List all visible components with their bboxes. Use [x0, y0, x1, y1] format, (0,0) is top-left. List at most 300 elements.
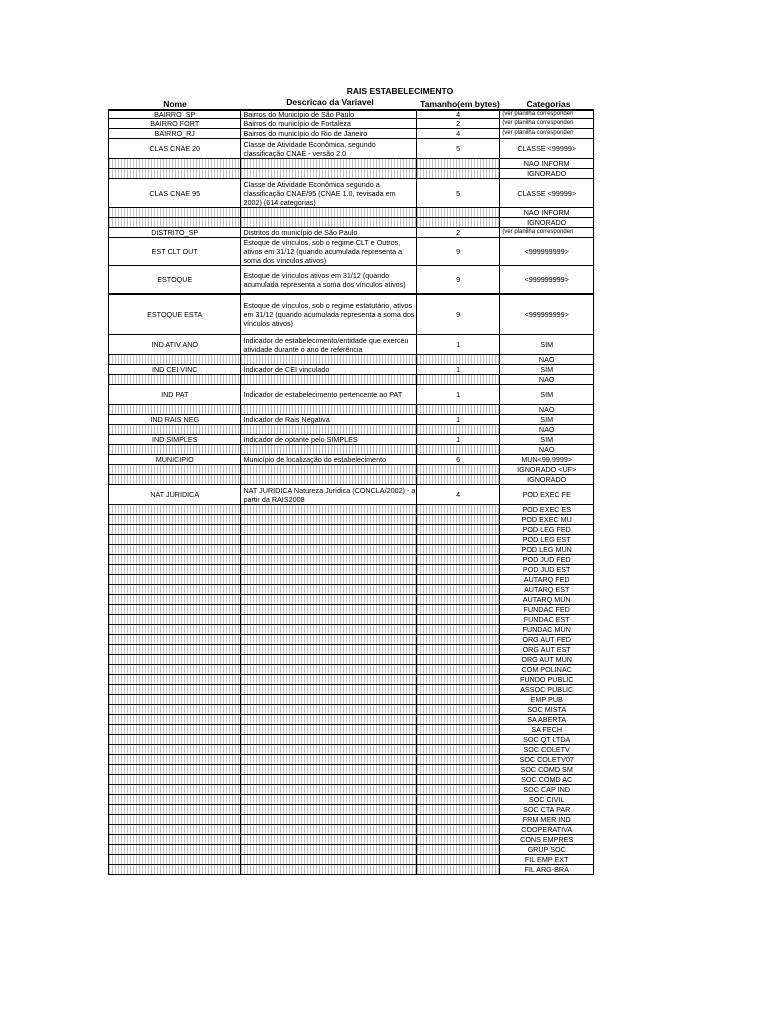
- cell-descricao: [241, 575, 416, 584]
- cell-tamanho: [417, 715, 501, 724]
- cell-tamanho: [417, 355, 501, 364]
- cell-tamanho: 4: [417, 111, 501, 118]
- cell-tamanho: 1: [417, 385, 501, 404]
- table-row: [108, 425, 594, 435]
- table-row: [108, 485, 594, 505]
- cell-nome: [109, 525, 241, 534]
- header-categorias: Categorias: [526, 99, 571, 109]
- table-row: [108, 238, 594, 266]
- cell-tamanho: 4: [417, 129, 501, 138]
- cell-nome: [109, 218, 241, 227]
- cell-nome: [109, 475, 241, 484]
- cell-categoria: FUNDAC MUN: [522, 625, 571, 634]
- cell-nome: [109, 715, 241, 724]
- cell-nome: [109, 865, 241, 874]
- cell-tamanho: 1: [417, 415, 501, 424]
- table-row: [108, 465, 594, 475]
- cell-nome: IND RAIS NEG: [109, 415, 241, 424]
- document-title: RAIS ESTABELECIMENTO: [346, 86, 454, 96]
- cell-descricao: [241, 585, 416, 594]
- cell-nome: [109, 535, 241, 544]
- cell-tamanho: [417, 475, 501, 484]
- cell-descricao: [241, 445, 416, 454]
- table-row: [108, 645, 594, 655]
- cell-categoria: SOC CIVIL: [528, 795, 565, 804]
- table-row: [108, 765, 594, 775]
- table-row: [108, 565, 594, 575]
- cell-nome: [109, 825, 241, 834]
- cell-categoria: (ver planilha corresponden: [502, 229, 574, 235]
- table-header: [108, 96, 598, 109]
- cell-categoria: SOC QT LTDA: [523, 735, 571, 744]
- table-row: [108, 775, 594, 785]
- cell-descricao: Distritos do município de São Paulo: [241, 228, 416, 237]
- cell-descricao: [241, 735, 416, 744]
- cell-nome: [109, 169, 241, 178]
- cell-tamanho: [417, 565, 501, 574]
- cell-descricao: [241, 565, 416, 574]
- cell-descricao: [241, 755, 416, 764]
- cell-nome: BAIRRO_RJ: [109, 129, 241, 138]
- cell-nome: [109, 208, 241, 217]
- cell-categoria: POD LEG EST: [522, 535, 571, 544]
- cell-descricao: Classe de Atividade Econômica, segundo classificação CNAE - versão 2.0: [241, 139, 416, 158]
- cell-descricao: Indicador de estabelecimento pertencente ao PAT: [241, 385, 416, 404]
- table-row: [108, 169, 594, 179]
- cell-categoria: POD LEG MUN: [521, 545, 572, 554]
- cell-tamanho: [417, 208, 501, 217]
- cell-tamanho: [417, 405, 501, 414]
- cell-categoria: SOC CTA PAR: [523, 805, 571, 814]
- cell-nome: [109, 375, 241, 384]
- cell-tamanho: 9: [417, 295, 501, 334]
- cell-tamanho: [417, 675, 501, 684]
- table-row: [108, 295, 594, 335]
- cell-nome: [109, 845, 241, 854]
- cell-categoria: EMP PUB: [530, 695, 563, 704]
- cell-nome: BAIRRO FORT: [109, 119, 241, 128]
- cell-nome: [109, 685, 241, 694]
- cell-categoria: SOC COMD SM: [520, 765, 573, 774]
- cell-categoria: IGNORADO <UF>: [517, 465, 577, 474]
- cell-descricao: [241, 785, 416, 794]
- cell-tamanho: [417, 775, 501, 784]
- cell-tamanho: [417, 575, 501, 584]
- table-row: [108, 685, 594, 695]
- cell-descricao: [241, 845, 416, 854]
- cell-nome: NAT JURIDICA: [109, 485, 241, 504]
- cell-nome: [109, 665, 241, 674]
- cell-nome: [109, 595, 241, 604]
- cell-nome: [109, 159, 241, 168]
- cell-nome: IND ATIV ANO: [109, 335, 241, 354]
- cell-categoria: IGNORADO: [527, 169, 567, 178]
- cell-tamanho: [417, 865, 501, 874]
- cell-nome: BAIRRO_SP: [109, 111, 241, 118]
- cell-nome: CLAS CNAE 95: [109, 179, 241, 207]
- cell-tamanho: [417, 685, 501, 694]
- cell-categoria: FUNDAC EST: [523, 615, 570, 624]
- cell-tamanho: [417, 535, 501, 544]
- table-row: [108, 179, 594, 208]
- cell-tamanho: [417, 505, 501, 514]
- table-row: [108, 435, 594, 445]
- cell-nome: [109, 465, 241, 474]
- cell-descricao: [241, 375, 416, 384]
- cell-nome: [109, 835, 241, 844]
- cell-descricao: [241, 465, 416, 474]
- cell-tamanho: 4: [417, 485, 501, 504]
- cell-tamanho: [417, 555, 501, 564]
- cell-categoria: NAO INFORM: [523, 159, 570, 168]
- cell-nome: [109, 655, 241, 664]
- cell-tamanho: [417, 845, 501, 854]
- cell-nome: [109, 405, 241, 414]
- cell-tamanho: [417, 425, 501, 434]
- cell-categoria: GRUP SOC: [527, 845, 566, 854]
- cell-descricao: Classe de Atividade Econômica segundo a classificação CNAE/95 (CNAE 1.0, revisada em 2002) (614 categorias): [241, 179, 416, 207]
- cell-nome: [109, 515, 241, 524]
- cell-descricao: [241, 535, 416, 544]
- cell-tamanho: [417, 835, 501, 844]
- cell-nome: IND SIMPLES: [109, 435, 241, 444]
- cell-nome: [109, 585, 241, 594]
- cell-descricao: [241, 765, 416, 774]
- table-row: [108, 825, 594, 835]
- cell-categoria: POD JUD EST: [522, 565, 571, 574]
- cell-categoria: CLASSE <99999>: [517, 188, 577, 198]
- header-nome: Nome: [163, 99, 187, 109]
- cell-categoria: NAO: [538, 405, 555, 414]
- cell-tamanho: 9: [417, 266, 501, 293]
- cell-descricao: Indicador de optante pelo SIMPLES: [241, 435, 416, 444]
- table-row: [108, 705, 594, 715]
- cell-tamanho: [417, 515, 501, 524]
- header-tamanho: Tamanho(em bytes): [420, 99, 500, 109]
- cell-descricao: [241, 625, 416, 634]
- cell-nome: [109, 625, 241, 634]
- cell-descricao: [241, 595, 416, 604]
- cell-nome: [109, 645, 241, 654]
- cell-descricao: [241, 605, 416, 614]
- cell-descricao: [241, 795, 416, 804]
- cell-nome: EST CLT OUT: [109, 238, 241, 265]
- cell-tamanho: 6: [417, 455, 501, 464]
- cell-tamanho: 2: [417, 119, 501, 128]
- table-row: [108, 815, 594, 825]
- table-row: [108, 375, 594, 385]
- cell-tamanho: 5: [417, 139, 501, 158]
- cell-categoria: ASSOC PUBLIC: [520, 685, 574, 694]
- cell-tamanho: [417, 159, 501, 168]
- cell-descricao: [241, 515, 416, 524]
- cell-descricao: [241, 355, 416, 364]
- cell-tamanho: [417, 615, 501, 624]
- cell-categoria: ORG AUT EST: [522, 645, 571, 654]
- cell-nome: [109, 635, 241, 644]
- table-row: [108, 725, 594, 735]
- cell-tamanho: [417, 655, 501, 664]
- cell-nome: [109, 855, 241, 864]
- cell-tamanho: [417, 665, 501, 674]
- cell-tamanho: [417, 625, 501, 634]
- cell-nome: ESTOQUE ESTA: [109, 295, 241, 334]
- cell-categoria: SOC COLETV07: [519, 755, 574, 764]
- cell-descricao: [241, 545, 416, 554]
- cell-nome: [109, 445, 241, 454]
- cell-tamanho: 5: [417, 179, 501, 207]
- cell-descricao: Estoque de vínculos, sob o regime estatutário, ativos em 31/12 (quando acumulada representa a soma dos vínculos ativos): [241, 295, 416, 334]
- cell-nome: [109, 785, 241, 794]
- cell-descricao: [241, 425, 416, 434]
- cell-descricao: Indicador de CEI vinculado: [241, 365, 416, 374]
- cell-descricao: [241, 475, 416, 484]
- cell-categoria: AUTARQ EST: [523, 585, 570, 594]
- cell-tamanho: [417, 825, 501, 834]
- cell-categoria: MUN<99.9999>: [521, 455, 573, 464]
- cell-tamanho: [417, 815, 501, 824]
- cell-categoria: <999999999>: [524, 310, 569, 319]
- table-row: [108, 266, 594, 295]
- cell-descricao: [241, 645, 416, 654]
- cell-tamanho: [417, 705, 501, 714]
- cell-descricao: [241, 695, 416, 704]
- cell-descricao: [241, 685, 416, 694]
- cell-nome: [109, 545, 241, 554]
- cell-descricao: Município de localização do estabelecimento: [241, 455, 416, 464]
- cell-tamanho: [417, 725, 501, 734]
- cell-categoria: FIL ARG-BRA: [524, 865, 569, 874]
- cell-categoria: NAO INFORM: [523, 208, 570, 217]
- cell-nome: [109, 505, 241, 514]
- cell-descricao: [241, 615, 416, 624]
- cell-categoria: SIM: [540, 365, 554, 374]
- cell-tamanho: [417, 805, 501, 814]
- table-row: [108, 865, 594, 875]
- table-row: [108, 415, 594, 425]
- table-row: [108, 355, 594, 365]
- cell-nome: IND CEI VINC: [109, 365, 241, 374]
- cell-nome: [109, 795, 241, 804]
- cell-categoria: FUNDAC FED: [523, 605, 570, 614]
- cell-descricao: [241, 159, 416, 168]
- cell-categoria: (ver planilha corresponden: [502, 120, 574, 126]
- cell-categoria: NAO: [538, 355, 555, 364]
- cell-descricao: Bairros do município do Rio de Janeiro: [241, 129, 416, 138]
- cell-categoria: FRM MER IND: [522, 815, 571, 824]
- cell-tamanho: [417, 735, 501, 744]
- table-row: [108, 129, 594, 139]
- cell-categoria: AUTARQ FED: [523, 575, 570, 584]
- cell-categoria: CLASSE <99999>: [517, 144, 577, 153]
- cell-categoria: CONS EMPRES: [520, 835, 574, 844]
- cell-categoria: POD EXEC ES: [522, 505, 572, 514]
- cell-descricao: Bairros do Município de São Paulo: [241, 111, 416, 118]
- table-row: [108, 475, 594, 485]
- cell-descricao: [241, 725, 416, 734]
- cell-nome: [109, 355, 241, 364]
- cell-nome: [109, 765, 241, 774]
- variables-table: [108, 109, 594, 875]
- table-row: [108, 455, 594, 465]
- cell-descricao: [241, 825, 416, 834]
- header-descricao: Descricao da Variavel: [286, 97, 374, 107]
- cell-tamanho: [417, 218, 501, 227]
- table-row: [108, 845, 594, 855]
- cell-tamanho: 1: [417, 365, 501, 374]
- cell-tamanho: [417, 695, 501, 704]
- cell-categoria: POD JUD FED: [522, 555, 571, 564]
- cell-tamanho: [417, 525, 501, 534]
- cell-categoria: SIM: [540, 435, 554, 444]
- cell-nome: [109, 735, 241, 744]
- table-row: [108, 159, 594, 169]
- cell-nome: ESTOQUE: [109, 266, 241, 293]
- cell-tamanho: [417, 605, 501, 614]
- table-row: [108, 555, 594, 565]
- cell-categoria: NAO: [538, 375, 555, 384]
- cell-nome: [109, 755, 241, 764]
- table-row: [108, 515, 594, 525]
- table-row: [108, 795, 594, 805]
- cell-descricao: [241, 775, 416, 784]
- cell-tamanho: [417, 645, 501, 654]
- cell-descricao: Indicador de Rais Negativa: [241, 415, 416, 424]
- cell-tamanho: [417, 465, 501, 474]
- cell-descricao: NAT JURIDICA Natureza Jurídica (CONCLA/2002) - a partir da RAIS2008: [243, 485, 416, 504]
- cell-nome: [109, 675, 241, 684]
- cell-categoria: SA FECH: [531, 725, 563, 734]
- cell-nome: [109, 815, 241, 824]
- cell-tamanho: 1: [417, 435, 501, 444]
- cell-nome: [109, 575, 241, 584]
- cell-categoria: FUNDO PUBLIC: [519, 675, 574, 684]
- cell-categoria: SOC COLETV: [523, 745, 570, 754]
- table-row: [108, 445, 594, 455]
- table-row: [108, 745, 594, 755]
- cell-tamanho: [417, 795, 501, 804]
- table-row: [108, 675, 594, 685]
- cell-nome: [109, 695, 241, 704]
- cell-tamanho: [417, 595, 501, 604]
- table-row: [108, 785, 594, 795]
- table-row: [108, 218, 594, 228]
- cell-descricao: [241, 855, 416, 864]
- table-row: [108, 805, 594, 815]
- cell-tamanho: [417, 635, 501, 644]
- cell-categoria: SOC CAP IND: [523, 785, 570, 794]
- table-row: [108, 119, 594, 129]
- cell-tamanho: 1: [417, 335, 501, 354]
- cell-descricao: [241, 525, 416, 534]
- cell-nome: [109, 705, 241, 714]
- cell-categoria: COM POLINAC: [521, 665, 572, 674]
- cell-descricao: [241, 655, 416, 664]
- cell-descricao: [241, 635, 416, 644]
- cell-descricao: [241, 865, 416, 874]
- cell-categoria: SIM: [540, 390, 554, 399]
- table-row: [108, 109, 594, 119]
- cell-categoria: (ver planilha corresponden: [502, 111, 574, 117]
- cell-tamanho: 9: [417, 238, 501, 265]
- cell-descricao: [241, 815, 416, 824]
- cell-categoria: SA ABERTA: [527, 715, 567, 724]
- cell-tamanho: [417, 169, 501, 178]
- cell-nome: [109, 775, 241, 784]
- cell-categoria: ORG AUT FED: [522, 635, 571, 644]
- table-row: [108, 605, 594, 615]
- cell-nome: [109, 605, 241, 614]
- cell-descricao: Estoque de vínculos, sob o regime CLT e Outros, ativos em 31/12 (quando acumulada representa a soma dos vínculos ativos): [241, 238, 416, 265]
- table-row: [108, 139, 594, 159]
- table-row: [108, 365, 594, 375]
- table-row: [108, 585, 594, 595]
- cell-nome: [109, 725, 241, 734]
- table-row: [108, 695, 594, 705]
- cell-descricao: Indicador de estabelecimento/entidade que exerceu atividade durante o ano de referência: [241, 335, 416, 354]
- cell-categoria: COOPERATIVA: [521, 825, 573, 834]
- cell-nome: CLAS CNAE 20: [109, 139, 241, 158]
- cell-tamanho: [417, 585, 501, 594]
- cell-descricao: [241, 675, 416, 684]
- table-row: [108, 855, 594, 865]
- cell-descricao: [241, 169, 416, 178]
- table-row: [108, 615, 594, 625]
- table-row: [108, 665, 594, 675]
- cell-categoria: <999999999>: [524, 275, 569, 284]
- cell-nome: [109, 805, 241, 814]
- cell-categoria: POD EXEC FE: [522, 490, 571, 499]
- cell-tamanho: [417, 785, 501, 794]
- table-row: [108, 535, 594, 545]
- table-row: [108, 505, 594, 515]
- cell-nome: [109, 745, 241, 754]
- cell-descricao: [241, 505, 416, 514]
- cell-descricao: [241, 715, 416, 724]
- cell-descricao: [241, 208, 416, 217]
- cell-categoria: SOC COMD AC: [521, 775, 573, 784]
- cell-descricao: [241, 665, 416, 674]
- cell-tamanho: 2: [417, 228, 501, 237]
- cell-categoria: IGNORADO: [527, 475, 567, 484]
- cell-categoria: NAO: [538, 445, 555, 454]
- cell-nome: [109, 565, 241, 574]
- cell-categoria: AUTARQ MUN: [522, 595, 571, 604]
- cell-categoria: ORG AUT MUN: [521, 655, 572, 664]
- cell-tamanho: [417, 765, 501, 774]
- cell-tamanho: [417, 755, 501, 764]
- table-row: [108, 595, 594, 605]
- table-row: [108, 545, 594, 555]
- table-row: [108, 575, 594, 585]
- cell-categoria: NAO: [538, 425, 555, 434]
- table-row: [108, 405, 594, 415]
- cell-nome: [109, 425, 241, 434]
- cell-categoria: SIM: [540, 415, 554, 424]
- cell-categoria: FIL EMP EXT: [524, 855, 569, 864]
- cell-tamanho: [417, 445, 501, 454]
- table-row: [108, 335, 594, 355]
- cell-descricao: Bairros do município de Fortaleza: [241, 119, 416, 128]
- table-row: [108, 228, 594, 238]
- table-row: [108, 385, 594, 405]
- cell-categoria: <999999999>: [524, 247, 569, 256]
- cell-descricao: [241, 745, 416, 754]
- cell-categoria: POD EXEC MU: [521, 515, 572, 524]
- cell-descricao: [241, 705, 416, 714]
- cell-tamanho: [417, 855, 501, 864]
- cell-descricao: [241, 218, 416, 227]
